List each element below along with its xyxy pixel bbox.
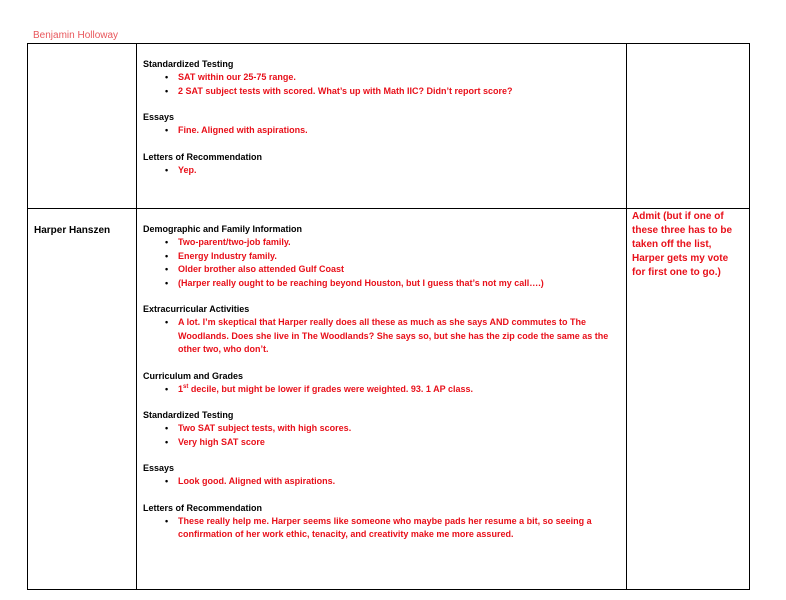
review-notes-cell bbox=[137, 44, 627, 209]
decile-suffix: st bbox=[183, 383, 189, 390]
section-title: Letters of Recommendation bbox=[143, 151, 263, 162]
list-item: • SAT within our 25-75 range. bbox=[165, 71, 622, 85]
decision-cell bbox=[627, 44, 750, 209]
review-table bbox=[27, 43, 750, 590]
section-standardized-testing bbox=[143, 409, 622, 449]
list-item: • Fine. Aligned with aspirations. bbox=[165, 124, 622, 138]
decile-text: decile, but might be lower if grades were weighted. 93. 1 AP class. bbox=[190, 383, 473, 394]
author-name: Benjamin Holloway bbox=[33, 30, 119, 41]
list-item: • These really help me. Harper seems like someone who maybe pads her resume a bit, so seeing a confirmation of her work ethic, tenacity, and creativity make me more assured. bbox=[165, 515, 622, 542]
section-title: Essays bbox=[143, 463, 175, 473]
applicant-name-cell bbox=[28, 209, 137, 590]
list-item bbox=[165, 383, 622, 397]
section-title: Standardized Testing bbox=[143, 410, 234, 420]
list-item: • Older brother also attended Gulf Coast bbox=[165, 263, 622, 277]
section-title: Demographic and Family Information bbox=[143, 224, 303, 234]
section-letters-of-recommendation bbox=[143, 151, 622, 178]
list-item: • Two SAT subject tests, with high scores. bbox=[165, 422, 622, 436]
list-item: • Two-parent/two-job family. bbox=[165, 236, 622, 250]
review-notes-cell bbox=[137, 209, 627, 590]
section-essays bbox=[143, 111, 622, 138]
list-item: • (Harper really ought to be reaching beyond Houston, but I guess that’s not my call….) bbox=[165, 277, 622, 291]
list-item: • Energy Industry family. bbox=[165, 250, 622, 264]
section-curriculum-grades bbox=[143, 370, 622, 397]
section-standardized-testing bbox=[143, 58, 622, 98]
section-title: Standardized Testing bbox=[143, 59, 234, 69]
decision-cell bbox=[627, 209, 750, 590]
table-row bbox=[28, 44, 750, 209]
section-extracurricular bbox=[143, 303, 622, 357]
section-title: Extracurricular Activities bbox=[143, 304, 250, 314]
list-item: • A lot. I’m skeptical that Harper really does all these as much as she says AND commutes to The Woodlands. Does she live in The Woodlands? She says so, but she has the zip code the same as the other two, who don’t. bbox=[165, 316, 622, 357]
section-demographic-family bbox=[143, 223, 622, 290]
section-title: Essays bbox=[143, 112, 175, 122]
section-title: Curriculum and Grades bbox=[143, 370, 244, 381]
section-title: Letters of Recommendation bbox=[143, 502, 263, 513]
applicant-name: Harper Hanszen bbox=[34, 225, 111, 236]
section-essays bbox=[143, 462, 622, 489]
list-item: • Yep. bbox=[165, 164, 622, 178]
applicant-name-cell bbox=[28, 44, 137, 209]
table-row bbox=[28, 209, 750, 590]
decision-text: Admit (but if one of these three has to be taken off the list, Harper gets my vote for first one to go.) bbox=[632, 211, 733, 278]
decile-number: 1 bbox=[178, 383, 184, 394]
section-letters-of-recommendation bbox=[143, 502, 622, 542]
list-item: • Very high SAT score bbox=[165, 436, 622, 450]
list-item: • 2 SAT subject tests with scored. What’s up with Math IIC? Didn’t report score? bbox=[165, 85, 622, 99]
list-item: • Look good. Aligned with aspirations. bbox=[165, 475, 622, 489]
